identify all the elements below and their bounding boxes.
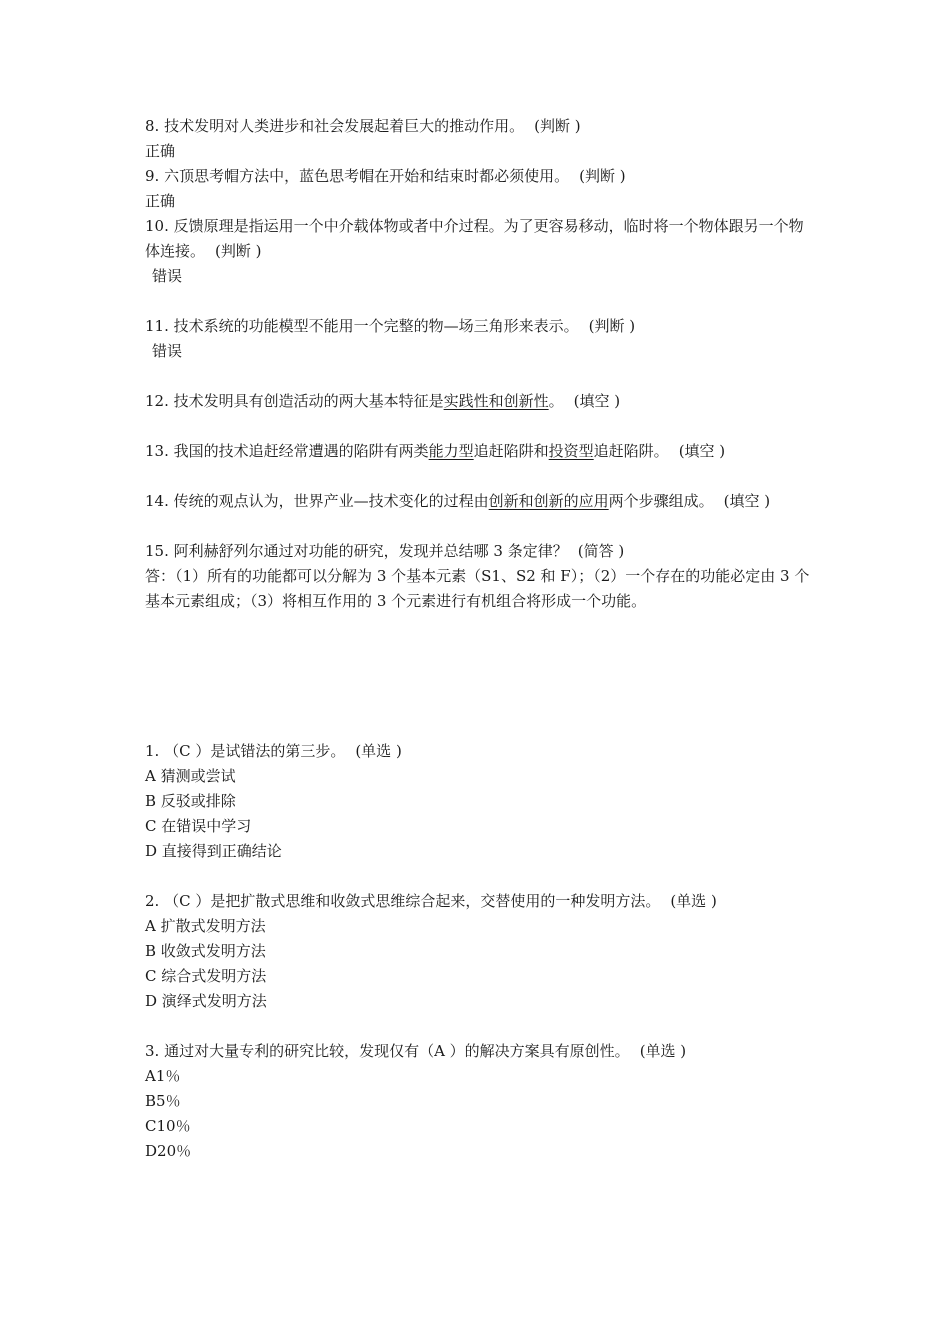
question-12-type: (填空 ) [573,392,621,410]
question-12 [145,389,815,414]
question-13-mid: 追赶陷阱和 [473,442,549,460]
question-8-text: 8. 技术发明对人类进步和社会发展起着巨大的推动作用。 [145,117,525,135]
question-12-blank: 实践性和创新性 [443,392,549,410]
mc-question-3-type: (单选 ) [639,1042,687,1060]
question-10-text: 10. 反馈原理是指运用一个中介载体物或者中介过程。为了更容易移动，临时将一个物体跟另一个物体连接。 [145,217,804,260]
mc-1-option-c: C 在错误中学习 [145,817,252,835]
question-9-text: 9. 六顶思考帽方法中，蓝色思考帽在开始和结束时都必须使用。 [145,167,570,185]
question-14-type: (填空 ) [723,492,771,510]
question-9-answer: 正确 [145,192,176,210]
mc-2-option-b: B 收敛式发明方法 [145,942,266,960]
question-11-text: 11. 技术系统的功能模型不能用一个完整的物—场三角形来表示。 [145,317,579,335]
section-spacer [145,614,815,714]
question-14-pre: 14. 传统的观点认为，世界产业—技术变化的过程由 [145,492,489,510]
spacer [145,414,815,439]
question-8-type: (判断 ) [534,117,581,135]
question-13-pre: 13. 我国的技术追赶经常遭遇的陷阱有两类 [145,442,429,460]
question-14-blank: 创新和创新的应用 [488,492,609,510]
mc-2-option-a: A 扩散式发明方法 [145,917,266,935]
mc-2-option-d: D 演绎式发明方法 [145,992,267,1010]
question-13-post: 追赶陷阱。 [593,442,669,460]
mc-question-1-type: (单选 ) [355,742,402,760]
question-13 [145,439,815,464]
spacer [145,714,815,739]
mc-question-1-text: 1. （C ）是试错法的第三步。 [145,742,346,760]
question-8-answer: 正确 [145,142,176,160]
mc-question-3-text: 3. 通过对大量专利的研究比较，发现仅有（A ）的解决方案具有原创性。 [145,1042,630,1060]
question-13-blank-2: 投资型 [548,442,594,460]
spacer [145,289,815,314]
question-14 [145,489,815,514]
question-11-answer: 错误 [152,342,183,360]
mc-question-2-type: (单选 ) [670,892,717,910]
spacer [145,364,815,389]
mc-1-option-b: B 反驳或排除 [145,792,236,810]
question-9 [145,164,815,189]
question-11 [145,314,815,339]
question-15-text: 15. 阿利赫舒列尔通过对功能的研究，发现并总结哪 3 条定律？ [145,542,568,560]
question-14-post: 两个步骤组成。 [608,492,714,510]
mc-3-option-b: B5％ [145,1092,181,1110]
spacer [145,514,815,539]
mc-question-3 [145,1039,815,1064]
mc-question-2-text: 2. （C ）是把扩散式思维和收敛式思维综合起来，交替使用的一种发明方法。 [145,892,661,910]
question-15 [145,539,815,564]
spacer [145,1014,815,1039]
spacer [145,864,815,889]
question-12-post: 。 [548,392,564,410]
question-9-type: (判断 ) [579,167,626,185]
question-13-blank-1: 能力型 [428,442,474,460]
mc-3-option-d: D20％ [145,1142,192,1160]
mc-1-option-a: A 猜测或尝试 [145,767,236,785]
mc-question-2 [145,889,815,914]
document-page [145,114,815,1164]
question-10-type: (判断 ) [215,242,262,260]
spacer [145,464,815,489]
question-13-type: (填空 ) [678,442,726,460]
mc-question-1 [145,739,815,764]
question-15-type: (简答 ) [577,542,625,560]
mc-1-option-d: D 直接得到正确结论 [145,842,282,860]
question-10-answer: 错误 [152,267,183,285]
question-10 [145,214,815,264]
question-12-pre: 12. 技术发明具有创造活动的两大基本特征是 [145,392,444,410]
mc-3-option-c: C10％ [145,1117,191,1135]
mc-3-option-a: A1％ [145,1067,181,1085]
mc-2-option-c: C 综合式发明方法 [145,967,267,985]
question-8 [145,114,815,139]
question-11-type: (判断 ) [588,317,636,335]
question-15-answer: 答：（1）所有的功能都可以分解为 3 个基本元素（S1、S2 和 F）；（2）一个存在的功能必定由 3 个基本元素组成；（3）将相互作用的 3 个元素进行有机组合将形成一个功能。 [145,567,810,610]
